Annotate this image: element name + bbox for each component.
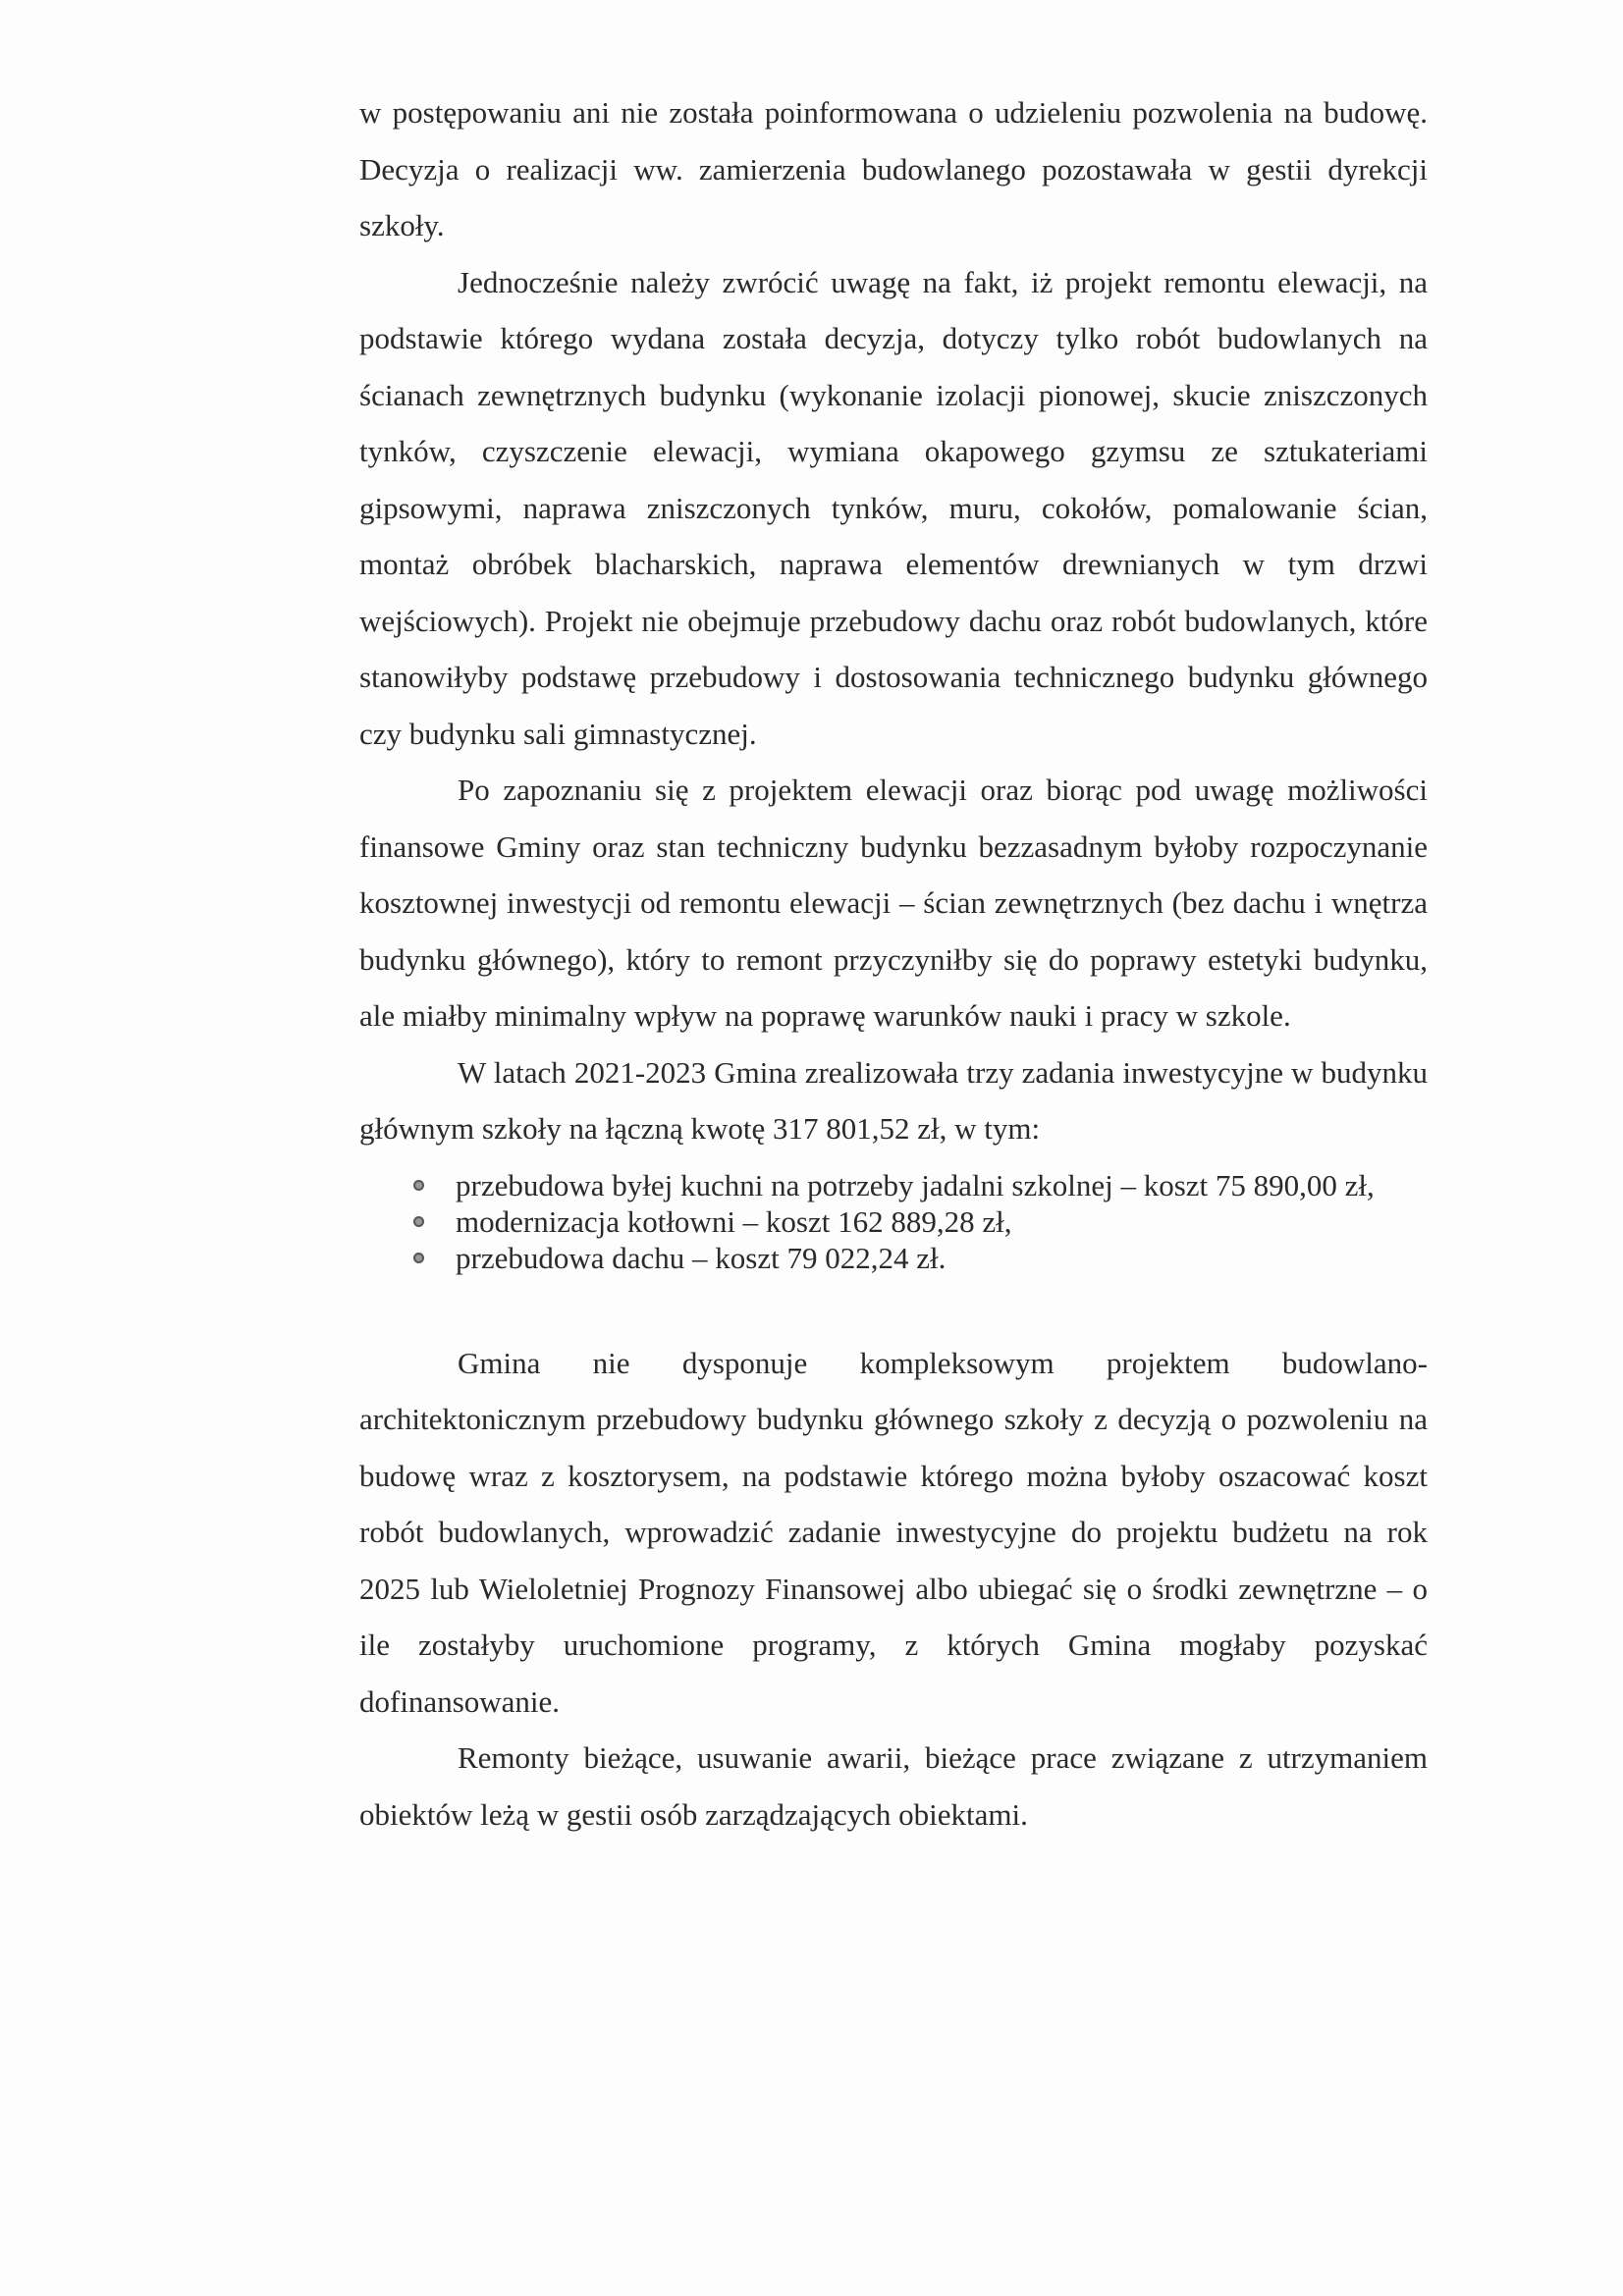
paragraph-investment-assessment: Po zapoznaniu się z projektem elewacji oraz biorąc pod uwagę możliwości finansowe Gminy oraz stan techniczny budynku bezzasadnym byłoby rozpoczynanie kosztownej inwestycji od remontu elewacji – ścian zewnętrznych (bez dachu i wnętrza budynku głównego), który to remont przyczyniłby się do poprawy estetyki budynku, ale miałby minimalny wpływ na poprawę warunków nauki i pracy w szkole.: [359, 773, 1428, 1033]
list-item: [359, 1167, 1428, 1203]
paragraph-continuation: w postępowaniu ani nie została poinformowana o udzieleniu pozwolenia na budowę. Decyzja o realizacji ww. zamierzenia budowlanego pozostawała w gestii dyrekcji szkoły.: [359, 95, 1428, 242]
bullet-icon: [413, 1216, 424, 1227]
document-body: [359, 84, 1428, 1842]
paragraph-current-repairs: Remonty bieżące, usuwanie awarii, bieżące prace związane z utrzymaniem obiektów leżą w gestii osób zarządzających obiektami.: [359, 1740, 1428, 1832]
list-item-text: przebudowa byłej kuchni na potrzeby jadalni szkolnej – koszt 75 890,00 zł,: [456, 1167, 1375, 1202]
list-item-text: przebudowa dachu – koszt 79 022,24 zł.: [456, 1240, 947, 1275]
paragraph-completed-investments: W latach 2021-2023 Gmina zrealizowała trzy zadania inwestycyjne w budynku głównym szkoły na łączną kwotę 317 801,52 zł, w tym:: [359, 1054, 1428, 1146]
bullet-icon: [413, 1253, 424, 1263]
paragraph-facade-project-scope: Jednocześnie należy zwrócić uwagę na fakt, iż projekt remontu elewacji, na podstawie którego wydana została decyzja, dotyczy tylko robót budowlanych na ścianach zewnętrznych budynku (wykonanie izolacji pionowej, skucie zniszczonych tynków, czyszczenie elewacji, wymiana okapowego gzymsu ze sztukateriami gipsowymi, naprawa zniszczonych tynków, muru, cokołów, pomalowanie ścian, montaż obróbek blacharskich, naprawa elementów drewnianych w tym drzwi wejściowych). Projekt nie obejmuje przebudowy dachu oraz robót budowlanych, które stanowiłyby podstawę przebudowy i dostosowania technicznego budynku głównego czy budynku sali gimnastycznej.: [359, 264, 1428, 751]
investment-list-block: [359, 1167, 1428, 1276]
paragraph-no-project: Gmina nie dysponuje kompleksowym projektem budowlano-architektonicznym przebudowy budynku głównego szkoły z decyzją o pozwoleniu na budowę wraz z kosztorysem, na podstawie którego można byłoby oszacować koszt robót budowlanych, wprowadzić zadanie inwestycyjne do projektu budżetu na rok 2025 lub Wieloletniej Prognozy Finansowej albo ubiegać się o środki zewnętrzne – o ile zostałyby uruchomione programy, z których Gmina mogłaby pozyskać dofinansowanie.: [359, 1345, 1428, 1719]
list-item: [359, 1240, 1428, 1276]
bullet-icon: [413, 1180, 424, 1191]
investment-list: [359, 1167, 1428, 1276]
list-item: [359, 1203, 1428, 1240]
list-item-text: modernizacja kotłowni – koszt 162 889,28 zł,: [456, 1203, 1012, 1239]
